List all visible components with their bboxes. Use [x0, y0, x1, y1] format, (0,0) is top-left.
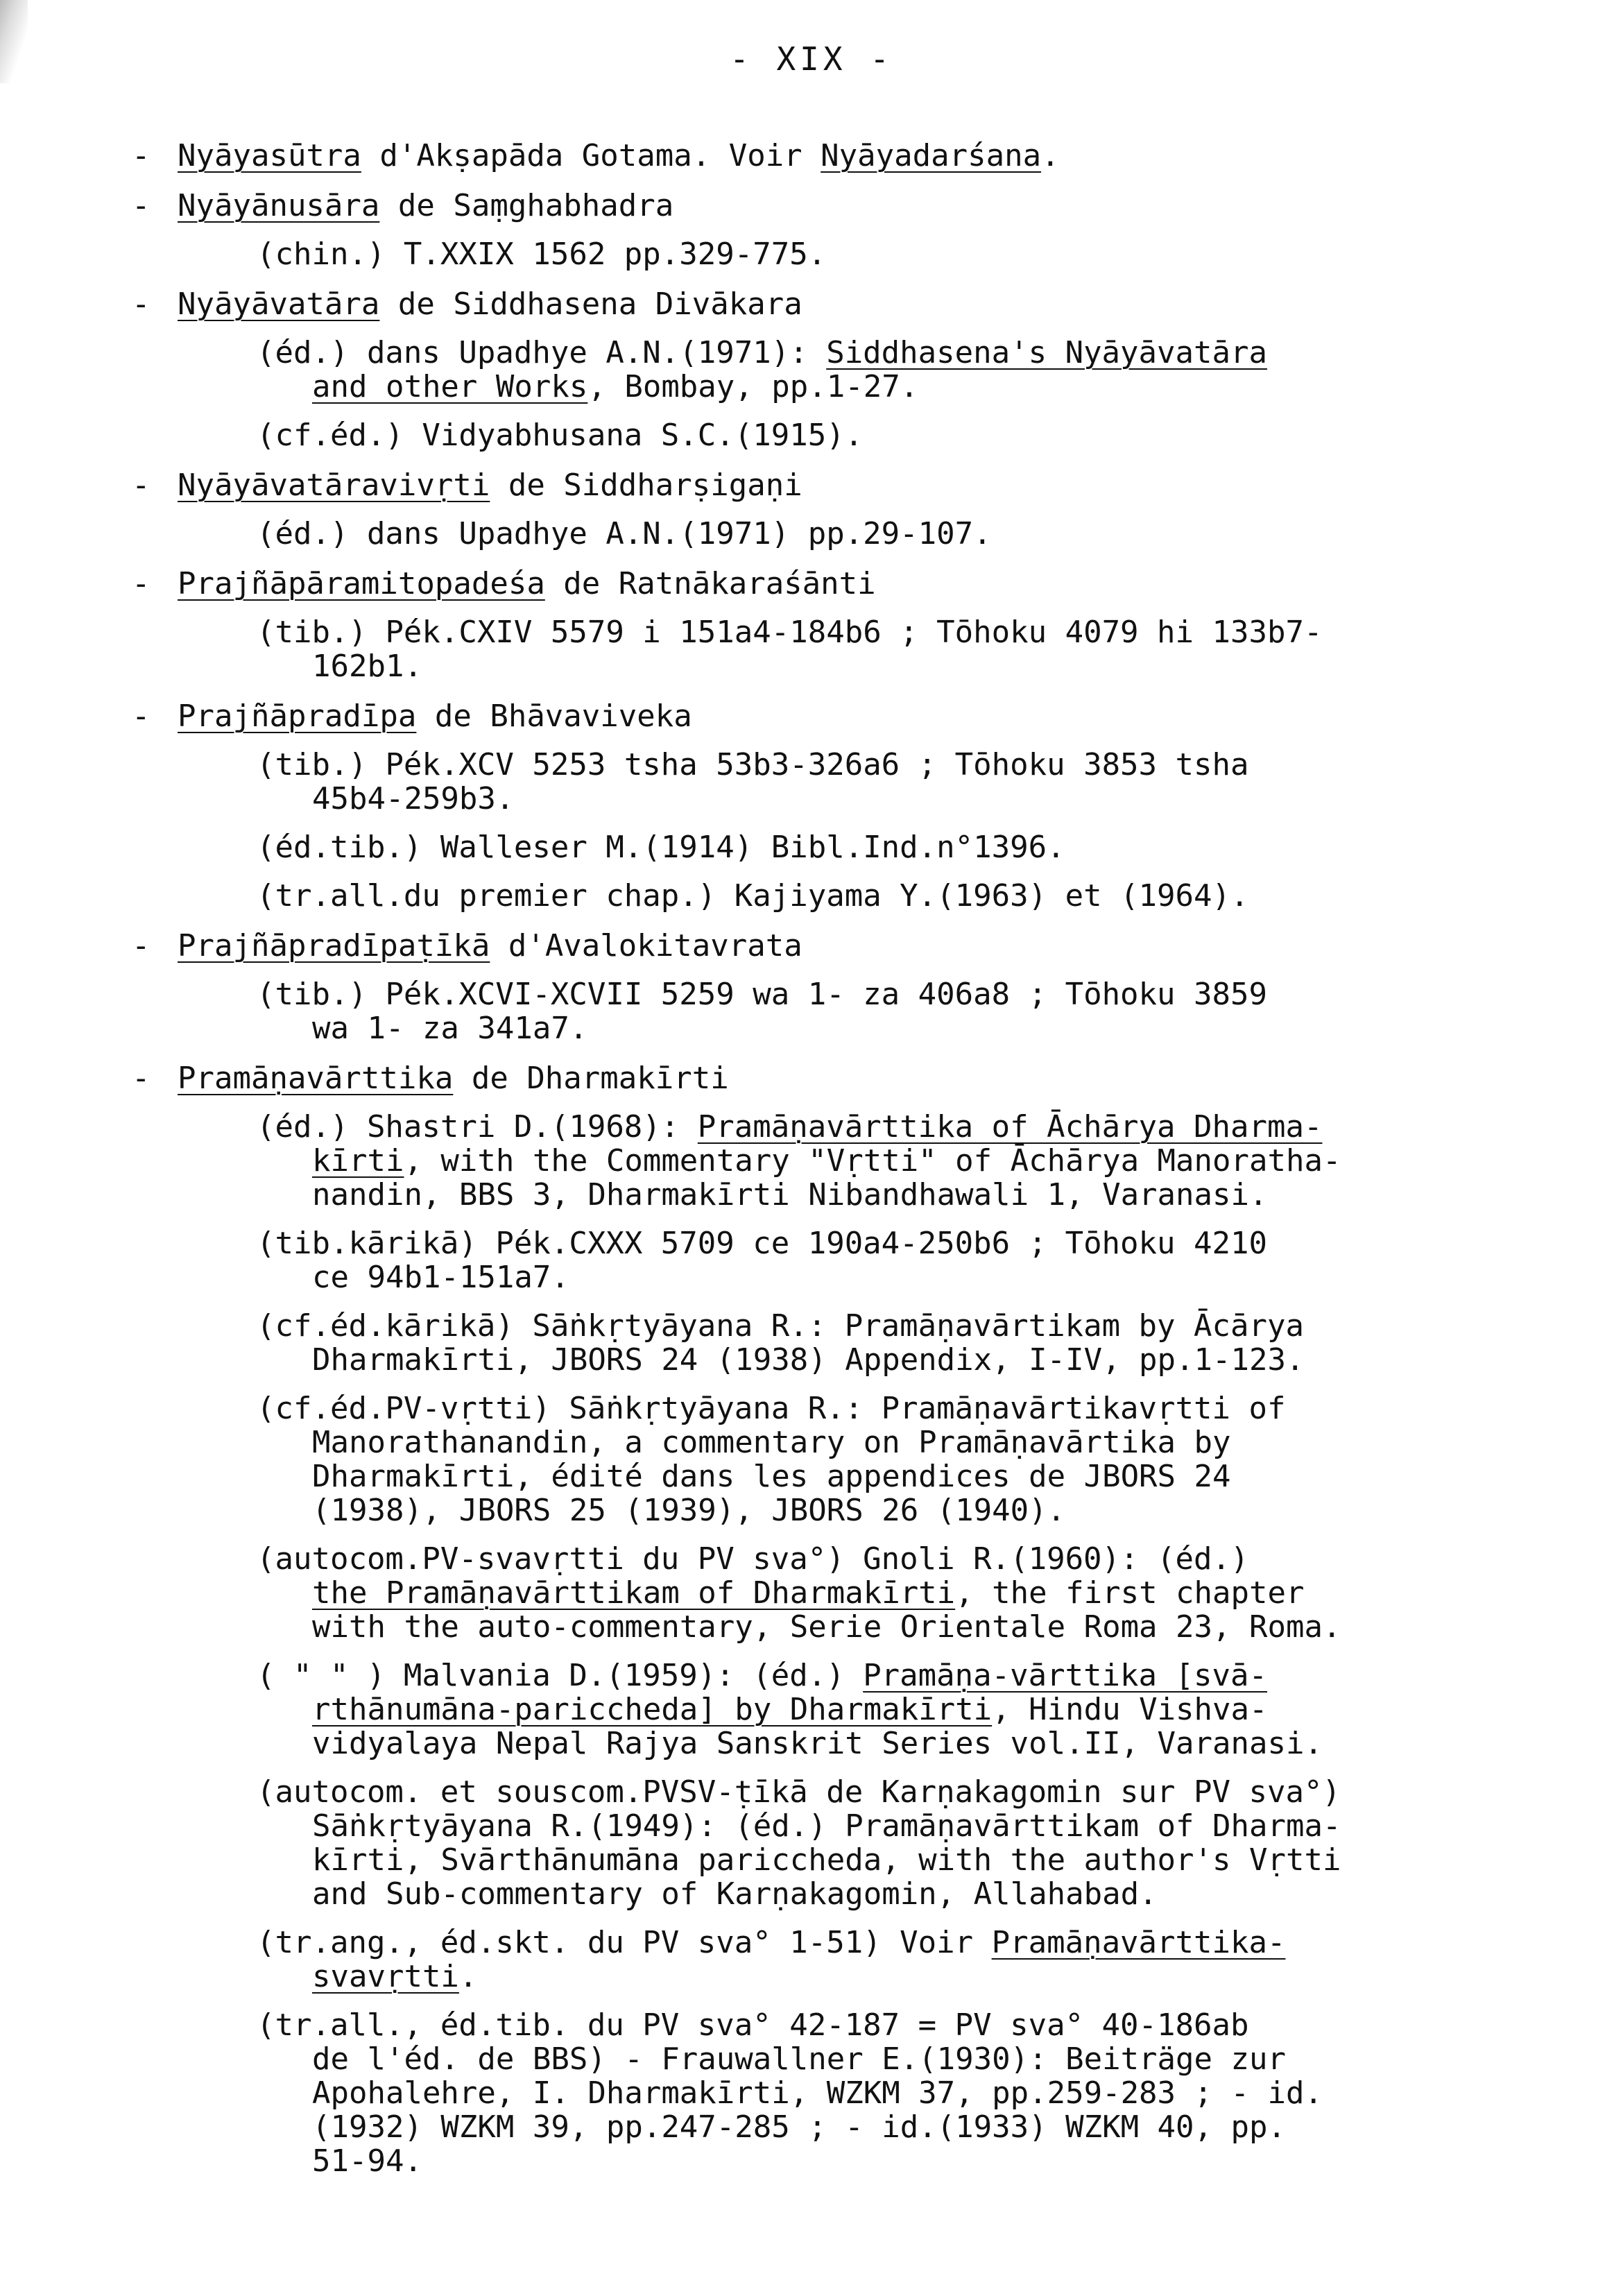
- edition-first-line: [257, 237, 1519, 271]
- edition-first-line: [257, 1659, 1519, 1693]
- edition-line: [132, 336, 1519, 404]
- edition-label: (tib.): [257, 747, 367, 782]
- edition-text: Malvania D.(1959): (éd.): [385, 1658, 864, 1693]
- edition-continuation: [257, 649, 1519, 683]
- entry-dash: -: [132, 468, 151, 503]
- entry-dash: -: [132, 928, 151, 963]
- edition-title: Pramāṇavārttika-: [991, 1925, 1286, 1960]
- bib-entry: [132, 189, 1519, 271]
- edition-label: (cf.éd.PV-vṛtti): [257, 1391, 551, 1426]
- edition-line: [132, 1659, 1519, 1760]
- edition-first-line: [257, 1542, 1519, 1576]
- page-number: - XIX -: [730, 40, 893, 78]
- entry-dash: -: [132, 188, 151, 223]
- entry-heading: [132, 139, 1519, 173]
- work-title: Pramāṇavārttika: [178, 1061, 454, 1096]
- edition-continuation: Dharmakīrti, édité dans les appendices de JBORS 24: [312, 1459, 1231, 1494]
- work-title: Nyāyāvatāra: [178, 286, 380, 322]
- edition-label: (éd.): [257, 1109, 349, 1145]
- entry-author: de Ratnākaraśānti: [544, 566, 876, 601]
- entry-author: de Dharmakīrti: [453, 1061, 729, 1096]
- edition-first-line: [257, 1226, 1519, 1260]
- bib-entry: [132, 929, 1519, 1045]
- edition-text: Pék.CXIV 5579 i 151a4-184b6 ; Tōhoku 4079 hi 133b7-: [366, 615, 1323, 650]
- edition-text-cont: Dharmakīrti, JBORS 24 (1938) Appendix, I-IV, pp.1-123.: [312, 1342, 1305, 1378]
- entry-dash: -: [132, 1061, 151, 1096]
- edition-text-cont: , with the Commentary "Vṛtti" of Āchārya Manoratha-: [404, 1143, 1341, 1179]
- edition-first-line: [257, 336, 1519, 370]
- edition-line: [132, 418, 1519, 452]
- edition-line: [132, 1226, 1519, 1294]
- cross-reference: Nyāyadarśana: [821, 138, 1042, 173]
- edition-label: (tib.kārikā): [257, 1226, 477, 1261]
- edition-continuation: (1932) WZKM 39, pp.247-285 ; - id.(1933) WZKM 40, pp.: [312, 2109, 1286, 2145]
- edition-text-cont: ce 94b1-151a7.: [312, 1260, 569, 1295]
- bibliography-list: [132, 139, 1519, 2194]
- edition-title-cont: kīrti: [312, 1143, 404, 1179]
- edition-line: [132, 2008, 1519, 2178]
- entry-author: de Saṃghabhadra: [379, 188, 674, 223]
- edition-continuation: [257, 1144, 1519, 1178]
- edition-continuation: Apohalehre, I. Dharmakīrti, WZKM 37, pp.259-283 ; - id.: [312, 2075, 1323, 2111]
- edition-text-cont: Sāṅkṛtyāyana R.(1949): (éd.) Pramāṇavārttikam of Dharma-: [312, 1808, 1341, 1844]
- edition-first-line: [257, 1309, 1519, 1343]
- edition-text-cont: wa 1- za 341a7.: [312, 1011, 588, 1046]
- entry-dash: -: [132, 566, 151, 601]
- work-title: Nyāyāvatāravivṛti: [178, 468, 490, 503]
- entry-author: d'Avalokitavrata: [490, 928, 802, 963]
- entry-heading: [132, 287, 1519, 321]
- entry-dash: -: [132, 699, 151, 734]
- entry-heading: [132, 1061, 1519, 1095]
- edition-continuation: 51-94.: [312, 2143, 422, 2179]
- edition-label: (chin.): [257, 237, 386, 272]
- edition-first-line: [257, 2008, 1519, 2042]
- edition-text-cont: .: [458, 1959, 478, 1994]
- edition-title-cont: rthānumāna-pariccheda] by Dharmakīrti: [312, 1692, 993, 1727]
- edition-label: ( " " ): [257, 1658, 386, 1693]
- edition-text-cont: Manorathanandin, a commentary on Pramāṇavārtika by: [312, 1425, 1231, 1460]
- bib-entry: [132, 1061, 1519, 2178]
- edition-continuation: [257, 1809, 1519, 1843]
- edition-line: [132, 615, 1519, 683]
- bib-entry: [132, 699, 1519, 913]
- edition-line: [132, 977, 1519, 1045]
- edition-label: (tr.ang., éd.skt. du PV sva° 1-51): [257, 1925, 882, 1960]
- edition-text-cont: , the first chapter: [955, 1575, 1305, 1611]
- work-title: Prajñāpāramitopadeśa: [178, 566, 545, 601]
- edition-label: (cf.éd.): [257, 418, 404, 453]
- edition-first-line: [257, 418, 1519, 452]
- bib-entry: [132, 468, 1519, 551]
- bib-entry: [132, 139, 1519, 173]
- work-title: Nyāyasūtra: [178, 138, 361, 173]
- edition-continuation: kīrti, Svārthānumāna pariccheda, with the author's Vṛtti: [312, 1842, 1341, 1878]
- edition-label: (tr.all.du premier chap.): [257, 878, 716, 914]
- edition-text: Voir: [881, 1925, 992, 1960]
- edition-line: [132, 517, 1519, 551]
- edition-first-line: [257, 1926, 1519, 1960]
- edition-label: (autocom.PV-svavṛtti du PV sva°): [257, 1541, 845, 1577]
- edition-continuation: [257, 1576, 1519, 1610]
- edition-line: [132, 1542, 1519, 1644]
- edition-first-line: [257, 1391, 1519, 1425]
- edition-line: [132, 1391, 1519, 1527]
- edition-label: (éd.tib.): [257, 830, 422, 865]
- edition-label: (tr.all., éd.tib. du PV sva° 42-187 = PV sva° 40-186ab: [257, 2007, 1249, 2043]
- edition-text: dans Upadhye A.N.(1971):: [348, 335, 827, 370]
- edition-title-cont: svavṛtti: [312, 1959, 459, 1994]
- edition-title-cont: the Pramāṇavārttikam of Dharmakīrti: [312, 1575, 956, 1611]
- edition-text: Pék.XCV 5253 tsha 53b3-326a6 ; Tōhoku 3853 tsha: [366, 747, 1249, 782]
- edition-continuation: (1938), JBORS 25 (1939), JBORS 26 (1940).: [312, 1493, 1066, 1528]
- edition-text-cont: 162b1.: [312, 649, 422, 684]
- edition-first-line: [257, 748, 1519, 782]
- work-title: Prajñāpradīpaṭīkā: [178, 928, 490, 963]
- edition-text-cont: , Bombay, pp.1-27.: [587, 369, 919, 404]
- edition-line: [132, 830, 1519, 864]
- entry-heading: [132, 929, 1519, 963]
- edition-line: [132, 748, 1519, 816]
- edition-label: (cf.éd.kārikā): [257, 1308, 514, 1344]
- edition-title-cont: and other Works: [312, 369, 588, 404]
- edition-line: [132, 1309, 1519, 1377]
- edition-label: (tib.): [257, 977, 367, 1012]
- edition-line: [132, 879, 1519, 913]
- edition-label: (autocom. et souscom.PVSV-ṭīkā de Karṇakagomin sur PV sva°): [257, 1774, 1341, 1810]
- edition-continuation: [257, 1960, 1519, 1994]
- edition-first-line: [257, 879, 1519, 913]
- edition-label: (éd.): [257, 335, 349, 370]
- edition-text: dans Upadhye A.N.(1971) pp.29-107.: [348, 516, 992, 551]
- edition-title: Pramāṇavārttika of Āchārya Dharma-: [697, 1109, 1323, 1145]
- entry-heading: [132, 468, 1519, 502]
- edition-text: Pék.XCVI-XCVII 5259 wa 1- za 406a8 ; Tōhoku 3859: [366, 977, 1267, 1012]
- edition-text-cont: , Hindu Vishva-: [992, 1692, 1268, 1727]
- edition-title: Pramāṇa-vārttika [svā-: [863, 1658, 1267, 1693]
- entry-heading: [132, 189, 1519, 223]
- entry-author: d'Akṣapāda Gotama. Voir: [361, 138, 821, 173]
- edition-first-line: [257, 615, 1519, 649]
- edition-continuation: and Sub-commentary of Karṇakagomin, Allahabad.: [312, 1876, 1158, 1912]
- edition-text: Shastri D.(1968):: [348, 1109, 698, 1145]
- edition-line: [132, 1775, 1519, 1911]
- edition-line: [132, 237, 1519, 271]
- entry-heading: [132, 567, 1519, 601]
- edition-continuation: nandin, BBS 3, Dharmakīrti Nibandhawali 1, Varanasi.: [312, 1177, 1268, 1213]
- edition-continuation: [257, 2042, 1519, 2076]
- edition-first-line: [257, 1110, 1519, 1144]
- entry-heading: [132, 699, 1519, 733]
- edition-continuation: [257, 1693, 1519, 1727]
- edition-line: [132, 1110, 1519, 1212]
- edition-text: T.XXIX 1562 pp.329-775.: [385, 237, 827, 272]
- edition-continuation: [257, 1011, 1519, 1045]
- edition-text: Walleser M.(1914) Bibl.Ind.n°1396.: [422, 830, 1065, 865]
- edition-text: Vidyabhusana S.C.(1915).: [403, 418, 864, 453]
- edition-continuation: [257, 1260, 1519, 1294]
- edition-label: (tib.): [257, 615, 367, 650]
- edition-continuation: vidyalaya Nepal Rajya Sanskrit Series vol.II, Varanasi.: [312, 1726, 1323, 1761]
- edition-text: Sāṅkṛtyāyana R.: Pramāṇavārtikam by Ācārya: [513, 1308, 1304, 1344]
- edition-continuation: [257, 1343, 1519, 1377]
- edition-text-cont: de l'éd. de BBS) - Frauwallner E.(1930): Beiträge zur: [312, 2041, 1286, 2077]
- edition-continuation: [257, 370, 1519, 404]
- edition-first-line: [257, 517, 1519, 551]
- edition-continuation: [257, 782, 1519, 816]
- edition-text: Sāṅkṛtyāyana R.: Pramāṇavārtikavṛtti of: [550, 1391, 1286, 1426]
- edition-continuation: [257, 1425, 1519, 1459]
- entry-author: de Bhāvaviveka: [416, 699, 692, 734]
- entry-author: de Siddharṣigaṇi: [490, 468, 802, 503]
- entry-punct: .: [1041, 138, 1060, 173]
- edition-line: [132, 1926, 1519, 1994]
- edition-first-line: [257, 830, 1519, 864]
- edition-title: Siddhasena's Nyāyāvatāra: [826, 335, 1267, 370]
- edition-continuation: with the auto-commentary, Serie Orientale Roma 23, Roma.: [312, 1609, 1341, 1645]
- edition-first-line: [257, 1775, 1519, 1809]
- entry-dash: -: [132, 138, 151, 173]
- edition-text-cont: 45b4-259b3.: [312, 781, 515, 816]
- edition-label: (éd.): [257, 516, 349, 551]
- entry-author: de Siddhasena Divākara: [379, 286, 802, 322]
- edition-first-line: [257, 977, 1519, 1011]
- edition-text: Gnoli R.(1960): (éd.): [844, 1541, 1249, 1577]
- edition-text: Pék.CXXX 5709 ce 190a4-250b6 ; Tōhoku 4210: [476, 1226, 1267, 1261]
- work-title: Nyāyānusāra: [178, 188, 380, 223]
- edition-text: Kajiyama Y.(1963) et (1964).: [716, 878, 1249, 914]
- entry-dash: -: [132, 286, 151, 322]
- bib-entry: [132, 287, 1519, 452]
- work-title: Prajñāpradīpa: [178, 699, 417, 734]
- bib-entry: [132, 567, 1519, 683]
